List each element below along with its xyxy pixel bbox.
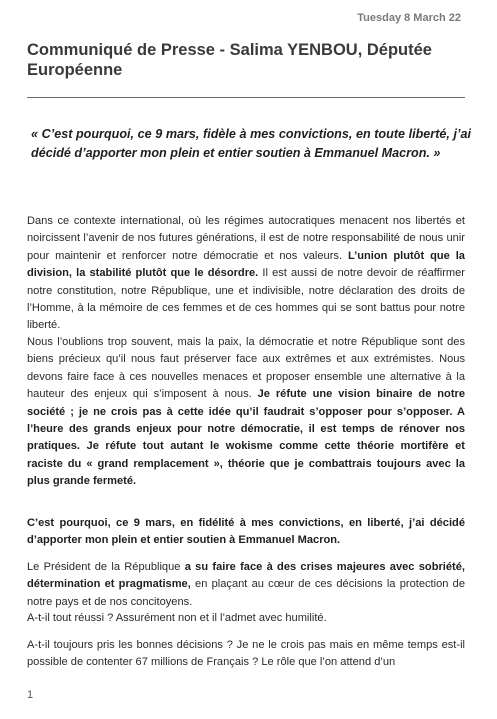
paragraph-4 [27,559,465,611]
paragraph-2 [27,334,465,491]
paragraph-1-emphasis: L’union plutôt que la division, la stabilité plutôt que le désordre. [27,249,465,280]
paragraph-5: A-t-il tout réussi ? Assurément non et il l’admet avec humilité. [27,612,327,624]
title-divider [27,97,465,98]
page-number: 1 [27,689,34,701]
paragraph-3-support-statement: C’est pourquoi, ce 9 mars, en fidélité à mes convictions, en liberté, j’ai décidé d’apporter mon plein et entier soutien à Emmanuel Macron. [27,517,465,547]
paragraph-1-text-a: Dans ce contexte international, où les régimes autocratiques menacent nos libertés et noircissent l’avenir de nos futures générations, il est de notre responsabilité de nous unir pour maintenir et renforcer notre démocratie et nos valeurs. [27,215,465,262]
pull-quote: « C’est pourquoi, ce 9 mars, fidèle à mes convictions, en toute liberté, j’ai décidé d’apporter mon plein et entier soutien à Emmanuel Macron. » [31,127,471,160]
paragraph-4-text-a: Le Président de la République [27,561,185,573]
page-title: Communiqué de Presse - Salima YENBOU, Députée Européenne [27,41,432,79]
paragraph-2-emphasis: Je réfute une vision binaire de notre société ; je ne crois pas à cette idée qu’il faudrait s’opposer pour s’opposer. A l’heure des grands enjeux pour notre démocratie, il est temps de rénover nos pratiques. Je réfute tout autant le wokisme comme cette théorie mortifère et raciste du « grand remplacement », théorie que je combattrais toujours avec la plus grande fermeté. [27,388,465,488]
paragraph-4-emphasis: a su faire face à des crises majeures avec sobriété, détermination et pragmatisme, [27,561,465,591]
paragraph-1-text-c: Il est aussi de notre devoir de réaffirmer notre constitution, notre République, une et indivisible, notre déclaration des droits de l’Homme, à la mémoire de ces femmes et de ces hommes qui se sont battus pour notre liberté. [27,267,465,332]
paragraph-4-text-c: en plaçant au cœur de ces décisions la protection de notre pays et de nos concitoyens. [27,578,465,608]
paragraph-6: A-t-il toujours pris les bonnes décisions ? Je ne le crois pas mais en même temps est-il possible de contenter 67 millions de Français ? Le rôle que l’on attend d’un [27,639,465,669]
paragraph-2-text-a: Nous l’oublions trop souvent, mais la paix, la démocratie et notre République sont des biens précieux qu’il nous faut préserver face aux extrêmes et aux extrémistes. Nous devons faire face à ces nouvelles menaces et proposer ensemble une alternative à la hauteur des enjeux qui s’imposent à nous. [27,336,465,401]
header-date: Tuesday 8 March 22 [357,12,461,24]
paragraph-1 [27,213,465,335]
